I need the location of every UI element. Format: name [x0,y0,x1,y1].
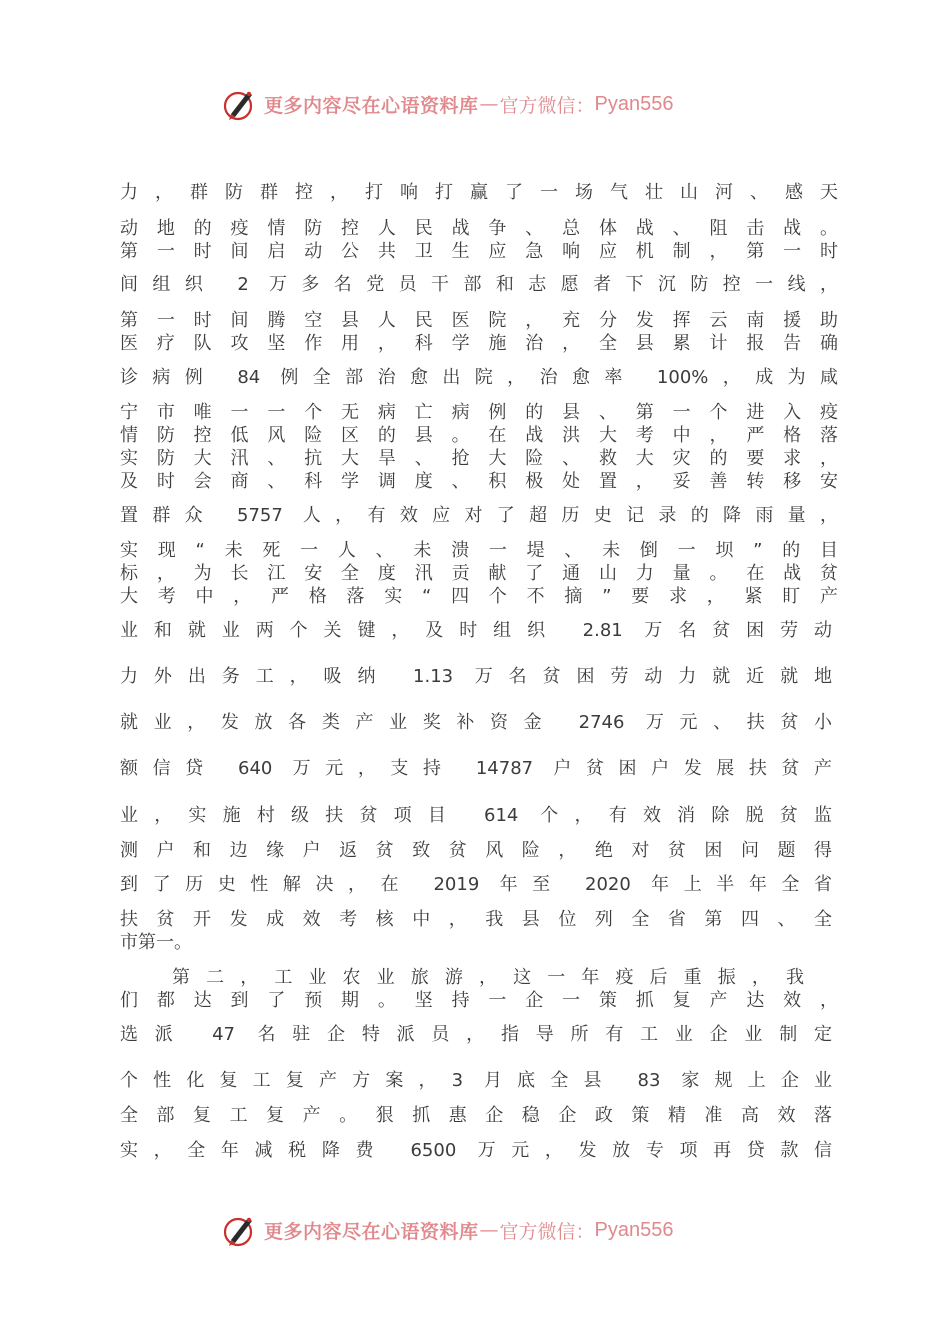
text-line: 测户和边缘户返贫致贫风险，绝对贫困问题得 [120,840,832,861]
text-line: 诊病例 84 例全部治愈出院，治愈率 100%，成为咸 [120,367,838,388]
text-line: 扶贫开发成效考核中，我县位列全省第四、全 [120,909,832,930]
text-line: 标，为长江安全度汛贡献了通山力量。在战贫 [120,563,838,584]
text-line: 个性化复工复产方案，3 月底全县 83 家规上企业 [120,1070,832,1091]
text-line: 及时会商、科学调度、积极处置，妥善转移安 [120,471,838,492]
pen-nib-logo-icon [222,1212,258,1248]
text-line: 置群众 5757 人，有效应对了超历史记录的降雨量， [120,505,838,526]
text-line: 间组织 2 万多名党员干部和志愿者下沉防控一线， [120,274,838,295]
text-line: 到了历史性解决，在 2019 年至 2020 年上半年全省 [120,874,832,895]
banner-separator: — [479,93,499,115]
text-line: 业和就业两个关键，及时组织 2.81 万名贫困劳动 [120,620,832,641]
banner-brand-text: 更多内容尽在心语资料库 [264,1220,479,1243]
text-line: 大考中，严格落实“四个不摘”要求，紧盯产 [120,586,838,607]
text-line: 全部复工复产。狠抓惠企稳企政策精准高效落 [120,1105,832,1126]
text-line: 宁市唯一一个无病亡病例的县、第一个进入疫 [120,402,838,423]
text-line: 业，实施村级扶贫项目 614 个，有效消除脱贫监 [120,805,832,826]
banner-wechat-id: Pyan556 [594,1218,674,1241]
text-line: 实防大汛、抗大旱、抢大险、救大灾的要求， [120,448,838,469]
text-line: 医疗队攻坚作用，科学施治，全县累计报告确 [120,333,838,354]
text-line: 实现“未死一人、未溃一堤、未倒一坝”的目 [120,540,838,561]
text-line: 额信贷 640 万元，支持 14787 户贫困户发展扶贫产 [120,758,832,779]
text-line: 力外出务工，吸纳 1.13 万名贫困劳动力就近就地 [120,666,832,687]
text-line: 力，群防群控，打响打赢了一场气壮山河、感天 [120,182,838,203]
text-line: 情防控低风险区的县。在战洪大考中，严格落 [120,425,838,446]
text-line: 第一时间启动公共卫生应急响应机制，第一时 [120,241,838,262]
text-line: 市第一。 [120,932,192,953]
text-line: 就业，发放各类产业奖补资金 2746 万元、扶贫小 [120,712,832,733]
text-line: 第一时间腾空县人民医院，充分发挥云南援助 [120,310,838,331]
banner-wechat-id: Pyan556 [594,92,674,115]
text-line: 实，全年减税降费 6500 万元，发放专项再贷款信 [120,1140,832,1161]
footer-banner [222,1210,742,1250]
banner-wechat-label: 官方微信： [499,1220,595,1243]
banner-brand-text: 更多内容尽在心语资料库 [264,94,479,117]
text-line: 们都达到了预期。坚持一企一策抓复产达效， [120,990,838,1011]
banner-separator: — [479,1219,499,1241]
text-line: 第二，工业农业旅游，这一年疫后重振，我 [172,967,804,988]
text-line: 动地的疫情防控人民战争、总体战、阻击战。 [120,218,838,239]
text-line: 选派 47 名驻企特派员，指导所有工业企业制定 [120,1024,832,1045]
banner-wechat-label: 官方微信： [499,94,595,117]
